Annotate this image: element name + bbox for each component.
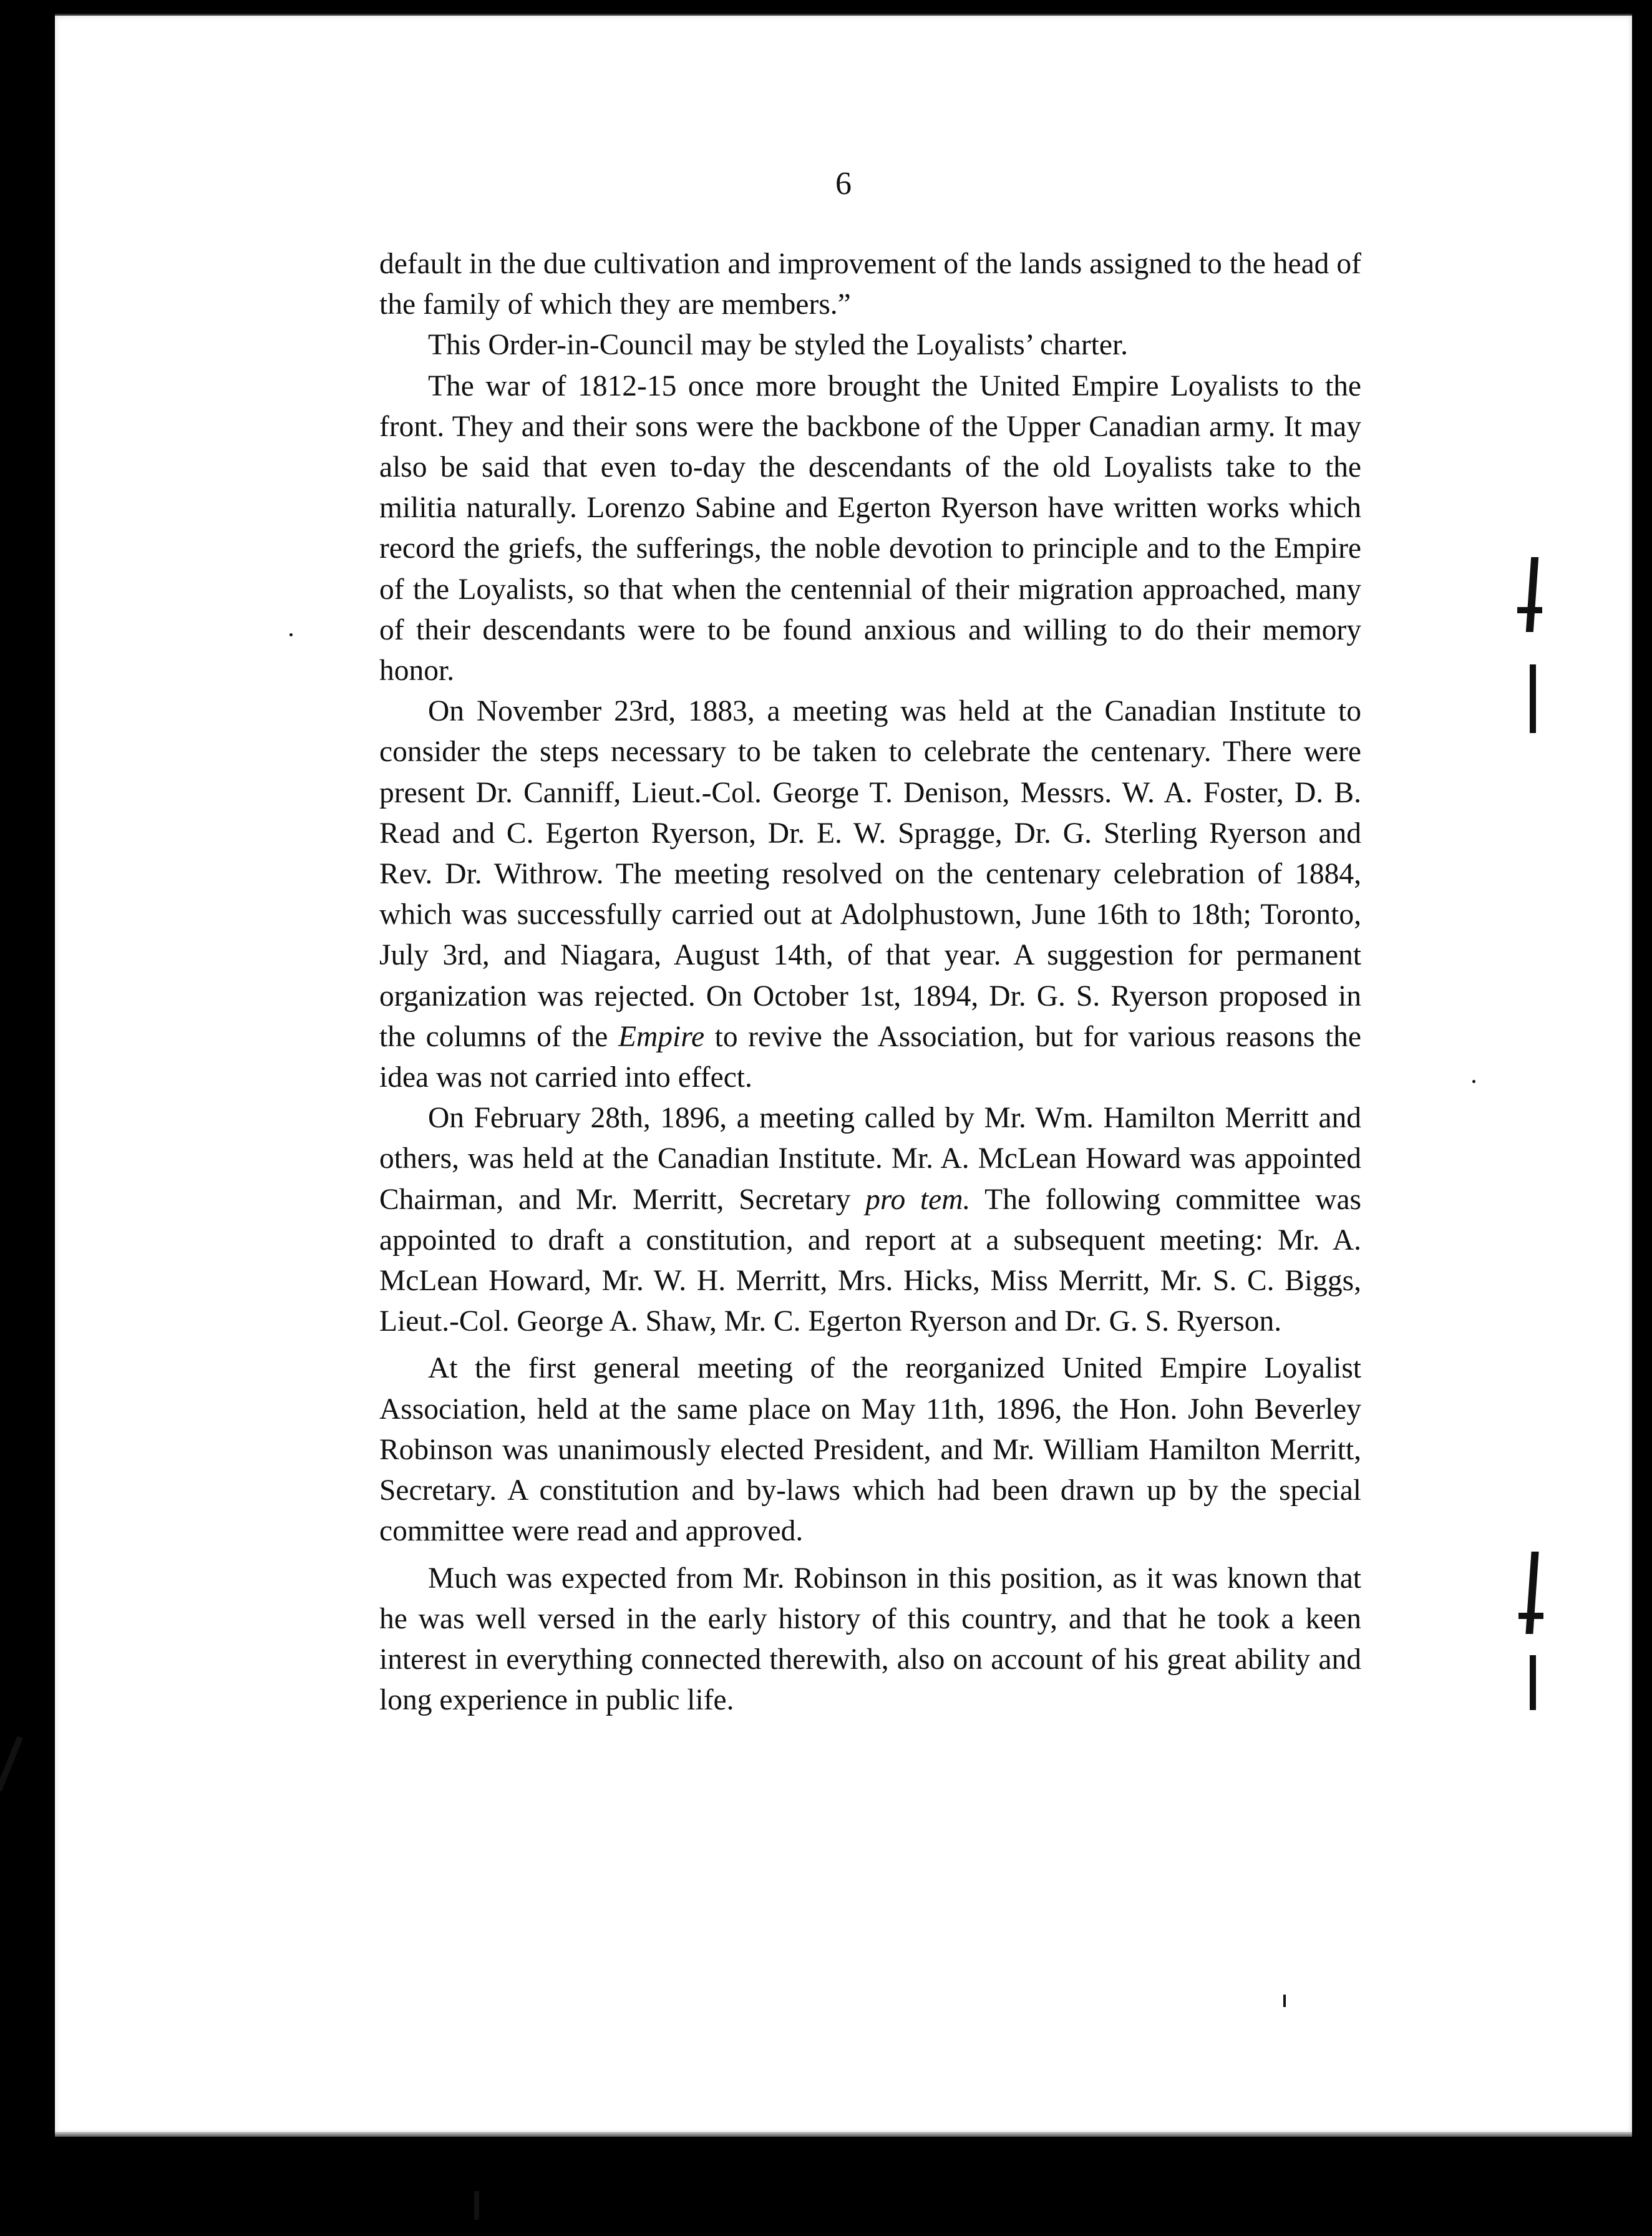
paragraph-february-1896	[379, 1098, 1361, 1342]
margin-mark-upper-a-bar	[1517, 607, 1542, 613]
paragraph-text-tail: The following committee was appointed to draft a constitution, and report at a subsequent meeting: Mr. A. McLean Howard, Mr. W. H. Merritt, Mrs. Hicks, Miss Merritt, Mr. S. C. Biggs, Lieut.-Col. George A. Shaw, Mr. C. Egerton Ryerson and Dr. G. S. Ryerson.	[379, 1183, 1362, 1338]
margin-mark-lower-a	[1525, 1552, 1538, 1634]
scanned-page	[55, 14, 1632, 2134]
page-number: 6	[835, 166, 852, 202]
newspaper-title: Empire	[618, 1020, 705, 1053]
paragraph-continuation: default in the due cultivation and improvement of the lands assigned to the head of the family of which they are members.”	[379, 248, 1361, 321]
paragraph-text: On February 28th, 1896, a meeting called by Mr. Wm. Hamilton Merritt and others, was held at the Canadian Institute. Mr. A. McLean Howard was appointed Chairman, and Mr. Merritt, Secretary	[379, 1102, 1361, 1216]
margin-mark-upper-line	[1530, 664, 1536, 733]
paragraph-november-1883	[379, 691, 1361, 1098]
paragraph-gap	[379, 1552, 1361, 1558]
margin-speck	[1283, 1995, 1286, 2007]
paragraph-gap	[379, 1342, 1361, 1348]
paragraph-may-1896: At the first general meeting of the reorganized United Empire Loyalist Association, held at the same place on May 11th, 1896, the Hon. John Beverley Robinson was unanimously elected President, and Mr. William Hamilton Merritt, Secretary. A constitution and by-laws which had been drawn up by the special committee were read and approved.	[379, 1352, 1361, 1548]
paragraph-war-1812: The war of 1812-15 once more brought the United Empire Loyalists to the front. They and their sons were the backbone of the Upper Canadian army. It may also be said that even to-day the descendants of the old Loyalists take to the militia naturally. Lorenzo Sabine and Egerton Ryerson have written works which record the griefs, the sufferings, the noble devotion to principle and to the Empire of the Loyalists, so that when the centennial of their migration approached, many of their descendants were to be found anxious and willing to do their memory honor.	[379, 369, 1361, 688]
paragraph-robinson: Much was expected from Mr. Robinson in this position, as it was known that he was well versed in the early history of this country, and that he took a keen interest in everything connected therewith, also on account of his great ability and long experience in public life.	[379, 1562, 1361, 1717]
margin-speck	[289, 633, 293, 636]
margin-mark-upper-a	[1526, 557, 1538, 632]
body-text	[379, 244, 1361, 1721]
paragraph-text: On November 23rd, 1883, a meeting was held at the Canadian Institute to consider the steps necessary to be taken to celebrate the centenary. There were present Dr. Canniff, Lieut.-Col. George T. Denison, Messrs. W. A. Foster, D. B. Read and C. Egerton Ryerson, Dr. E. W. Spragge, Dr. G. Sterling Ryerson and Rev. Dr. Withrow. The meeting resolved on the centenary celebration of 1884, which was successfully carried out at Adolphustown, June 16th to 18th; Toronto, July 3rd, and Niagara, August 14th, of that year. A suggestion for permanent organization was rejected. On October 1st, 1894, Dr. G. S. Ryerson proposed in the columns of the	[379, 695, 1361, 1053]
left-margin-slash	[0, 1736, 23, 1791]
margin-mark-lower-line	[1530, 1655, 1536, 1710]
bottom-speck	[474, 2191, 479, 2220]
paragraph-charter: This Order-in-Council may be styled the Loyalists’ charter.	[428, 329, 1129, 362]
margin-speck	[1472, 1080, 1475, 1083]
paragraph-text-tail: to revive the Association, but for various reasons the idea was not carried into effect.	[379, 1020, 1362, 1094]
margin-mark-lower-a-bar	[1518, 1613, 1543, 1619]
latin-phrase: pro tem.	[865, 1183, 971, 1216]
page-bottom-edge	[55, 2132, 1632, 2137]
